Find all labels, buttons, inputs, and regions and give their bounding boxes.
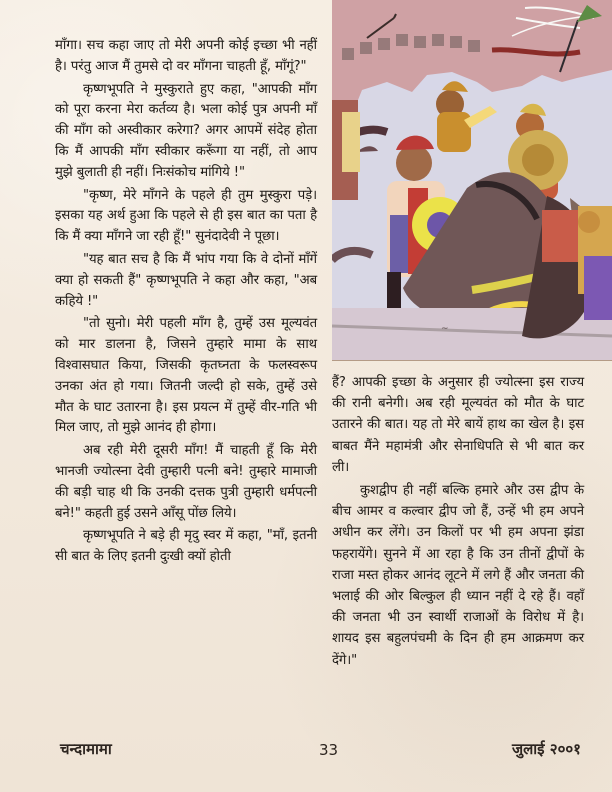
battle-illustration-art [332,0,612,360]
left-paragraph-7: कृष्णभूपति ने बड़े ही मृदु स्वर में कहा, "माँ, इतनी सी बात के लिए इतनी दुःखी क्यों होती [55,528,317,565]
footer-magazine-name: चन्दामामा [60,740,112,758]
page-number: 33 [319,741,339,759]
issue-date: जुलाई २००१ [512,740,581,758]
left-paragraph-6: अब रही मेरी दूसरी माँग! मैं चाहती हूँ कि मेरी भानजी ज्योत्स्ना देवी तुम्हारी पत्नी बने! तुम्हारे मामाजी की बड़ी चाह थी कि उनकी दत्तक पुत्री तुम्हारी धर्मपत्नी बने!" कहती हुई उसने आँसू पोंछ लिये। [55,443,317,521]
left-paragraph-1: माँगा। सच कहा जाए तो मेरी अपनी कोई इच्छा भी नहीं है। परंतु आज मैं तुमसे दो वर माँगना चाहती हूँ, माँगूं?" [55,38,317,74]
left-paragraph-2: कृष्णभूपति ने मुस्कुराते हुए कहा, "आपकी माँग को पूरा करना मेरा कर्तव्य है। भला कोई पुत्र अपनी माँ की माँग को अस्वीकार करेगा? अगर आपमें संदेह होता कि मैं आपकी माँग स्वीकार करूँगा या नहीं, तो आप मुझे बुलाती ही नहीं। निःसंकोच मांगिये !" [55,81,317,180]
left-paragraph-3: "कृष्ण, मेरे माँगने के पहले ही तुम मुस्कुरा पड़े। इसका यह अर्थ हुआ कि पहले से ही इस बात का पता है कि मैं क्या माँगने जा रही हूँ!" सुनंदादेवी ने पूछा। [55,187,317,245]
right-text-column [332,372,584,673]
svg-text:~: ~ [441,324,449,334]
battle-illustration [332,0,612,361]
right-paragraph-2: कुशद्वीप ही नहीं बल्कि हमारे और उस द्वीप के बीच आमर व कल्वार द्वीप जो हैं, उन्हें भी हम अपने अधीन कर लेंगे। उन किलों पर भी हम अपना झंडा फहरायेंगे। सुनने में आ रहा है कि उन तीनों द्वीपों के राजा मस्त होकर आनंद लूटने में लगे हैं और जनता की भलाई की ओर बिल्कुल ही ध्यान नहीं दे रहे हैं। वहाँ की जनता भी उन स्वार्थी राजाओं के विरोध में है। शायद इस बहुलपंचमी के दिन ही हम आक्रमण कर देंगे।" [332,483,584,668]
left-paragraph-5: "तो सुनो। मेरी पहली माँग है, तुम्हें उस मूल्यवंत को मार डालना है, जिसने तुम्हारे मामा के साथ विश्वासघात किया, जिसकी कृतघ्नता के फलस्वरूप उनका अंत हो गया। जितनी जल्दी हो सके, तुम्हें उसे मौत के घाट उतारना है। इस प्रयत्न में तुम्हें वीर-गति भी मिल जाए, तो मुझे आनंद ही होगा। [55,316,317,436]
right-paragraph-1: हैं? आपकी इच्छा के अनुसार ही ज्योत्स्ना इस राज्य की रानी बनेगी। अब रही मूल्यवंत को मौत के घाट उतारने की बात। यह तो मेरे बायें हाथ का खेल है। इस बाबत मैंने महामंत्री और सेनाधिपति से भी बात कर ली। [332,375,584,475]
left-paragraph-4: "यह बात सच है कि मैं भांप गया कि वे दोनों माँगें क्या हो सकती हैं" कृष्णभूपति ने कहा और कहा, "अब कहिये !" [55,251,317,309]
left-text-column [55,36,317,570]
